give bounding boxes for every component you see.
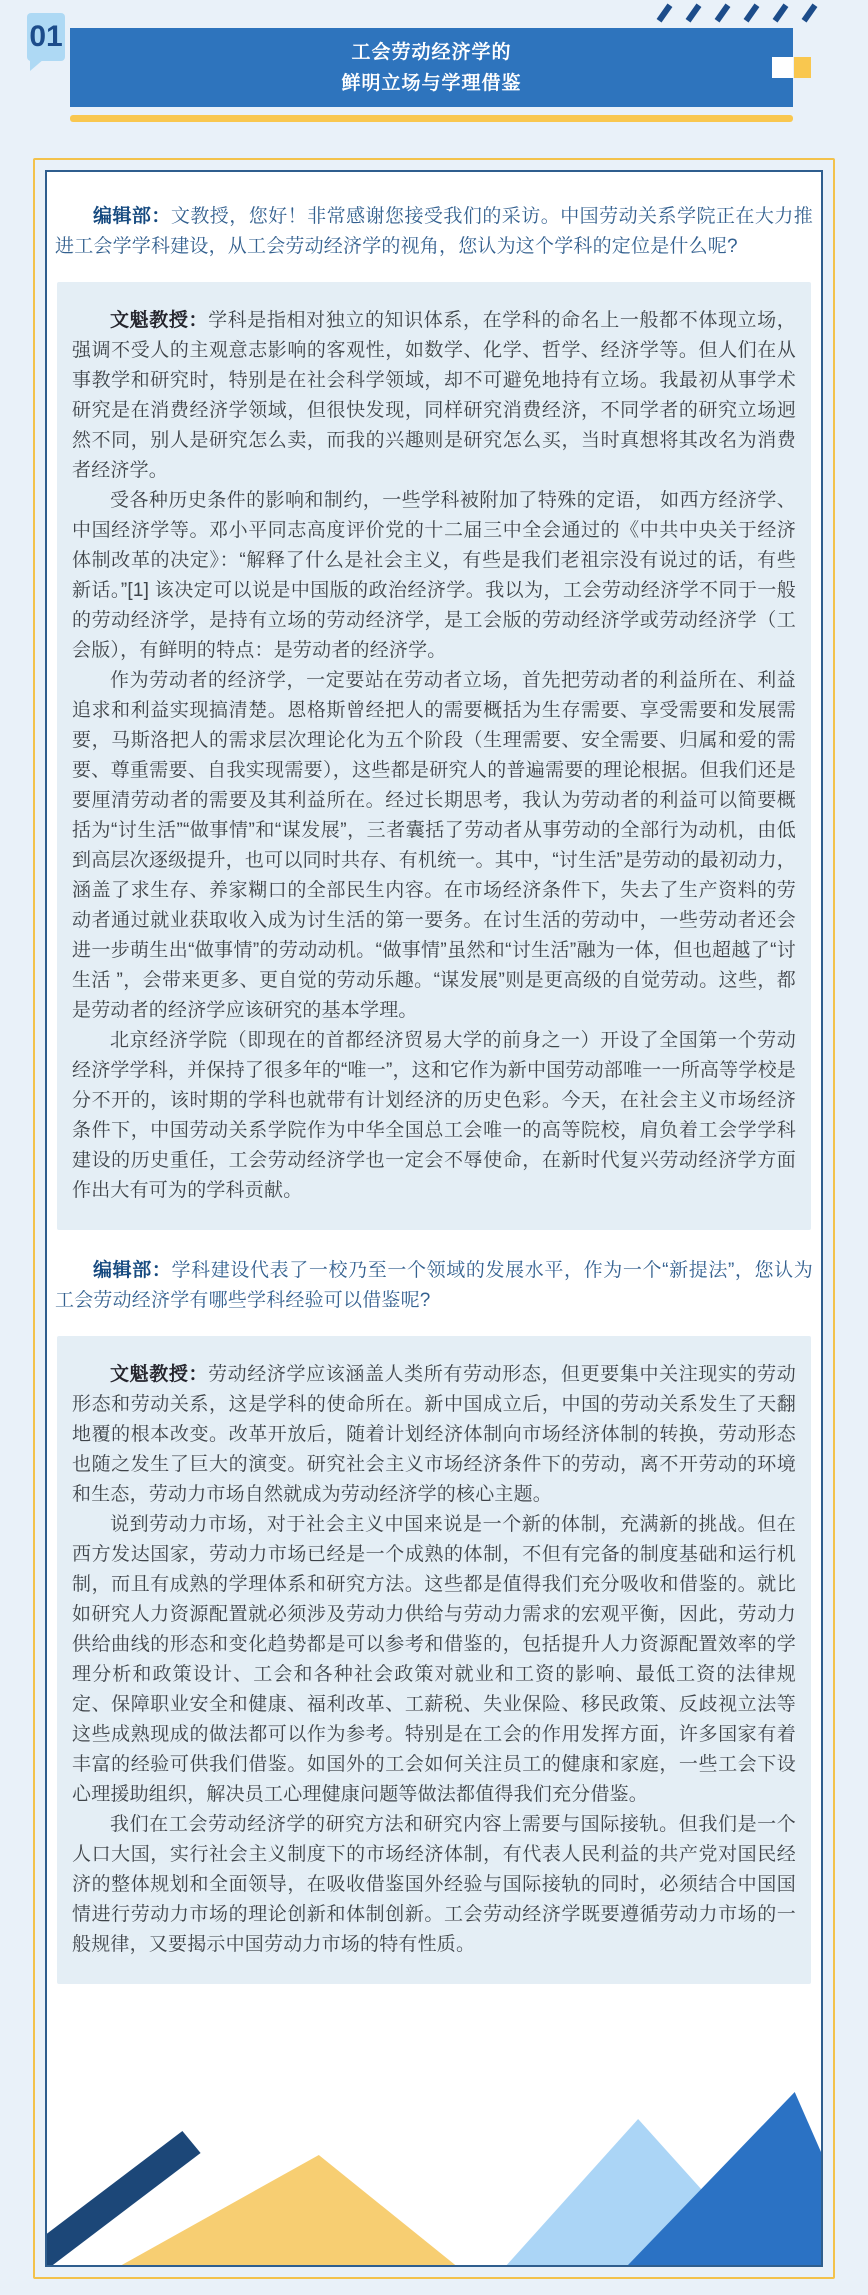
answer-2-paragraph: 我们在工会劳动经济学的研究方法和研究内容上需要与国际接轨。但我们是一个人口大国，实行社会主义制度下的市场经济体制，有代表人民利益的共产党对国民经济的整体规划和全面领导，在吸收借鉴国外经验与国际接轨的同时，必须结合中国国情进行劳动力市场的理论创新和体制创新。工会劳动经济学既要遵循劳动力市场的一般规律，又要揭示中国劳动力市场的特有性质。	[72, 1814, 796, 1955]
decor-yellow-square	[794, 57, 811, 78]
answer-1-paragraph: 受各种历史条件的影响和制约，一些学科被附加了特殊的定语， 如西方经济学、中国经济学等。邓小平同志高度评价党的十二届三中全会通过的《中共中央关于经济体制改革的决定》：“解释了什么是社会主义，有些是我们老祖宗没有说过的话，有些新话。”[1] 该决定可以说是中国版的政治经济学。我以为，工会劳动经济学不同于一般的劳动经济学，是持有立场的劳动经济学，是工会版的劳动经济学或劳动经济学（工会版），有鲜明的特点：是劳动者的经济学。	[72, 490, 796, 661]
question-2	[55, 1256, 813, 1316]
question-1	[55, 202, 813, 262]
page-title-line2: 鲜明立场与学理借鉴	[341, 72, 522, 94]
decor-slashes-icon	[655, 10, 819, 16]
editor-label: 编辑部：	[93, 206, 171, 227]
professor-label: 文魁教授：	[110, 1364, 209, 1385]
content-card	[45, 170, 823, 2267]
answer-1-block	[57, 282, 811, 1230]
answer-1-paragraph: 北京经济学院（即现在的首都经济贸易大学的前身之一）开设了全国第一个劳动经济学学科，并保持了很多年的“唯一”，这和它作为新中国劳动部唯一一所高等学校是分不开的，该时期的学科也就带有计划经济的历史色彩。今天，在社会主义市场经济条件下，中国劳动关系学院作为中华全国总工会唯一的高等院校，肩负着工会学学科建设的历史重任，工会劳动经济学也一定会不辱使命，在新时代复兴劳动经济学方面作出大有可为的学科贡献。	[72, 1030, 796, 1201]
mountains-svg	[47, 2067, 821, 2265]
section-number: 01	[29, 20, 63, 53]
question-2-text: 学科建设代表了一校乃至一个领域的发展水平，作为一个“新提法”，您认为工会劳动经济学有哪些学科经验可以借鉴呢?	[55, 1260, 813, 1311]
question-1-text: 文教授，您好！非常感谢您接受我们的采访。中国劳动关系学院正在大力推进工会学学科建设，从工会劳动经济学的视角，您认为这个学科的定位是什么呢?	[55, 206, 813, 257]
title-banner	[70, 28, 793, 107]
decor-yellow-underline	[70, 115, 793, 122]
footer-mountains-graphic	[47, 2010, 821, 2265]
page-title-line1: 工会劳动经济学的	[351, 41, 512, 63]
content-card-outer-border	[33, 158, 835, 2279]
article-header	[0, 0, 868, 158]
answer-2-block	[57, 1336, 811, 1984]
answer-2-paragraph: 文魁教授：劳动经济学应该涵盖人类所有劳动形态，但更要集中关注现实的劳动形态和劳动关系，这是学科的使命所在。新中国成立后，中国的劳动关系发生了天翻地覆的根本改变。改革开放后，随着计划经济体制向市场经济体制的转换，劳动形态也随之发生了巨大的演变。研究社会主义市场经济条件下的劳动，离不开劳动的环境和生态，劳动力市场自然就成为劳动经济学的核心主题。	[72, 1364, 796, 1505]
editor-label: 编辑部：	[93, 1260, 172, 1281]
answer-1-paragraph: 文魁教授：学科是指相对独立的知识体系，在学科的命名上一般都不体现立场，强调不受人的主观意志影响的客观性，如数学、化学、哲学、经济学等。但人们在从事教学和研究时，特别是在社会科学领域，却不可避免地持有立场。我最初从事学术研究是在消费经济学领域，但很快发现，同样研究消费经济，不同学者的研究立场迥然不同，别人是研究怎么卖，而我的兴趣则是研究怎么买，当时真想将其改名为消费者经济学。	[72, 310, 796, 481]
decor-white-square	[772, 57, 793, 78]
section-number-badge	[27, 13, 65, 61]
answer-1-paragraph: 作为劳动者的经济学，一定要站在劳动者立场，首先把劳动者的利益所在、利益追求和利益实现搞清楚。恩格斯曾经把人的需要概括为生存需要、享受需要和发展需要，马斯洛把人的需求层次理论化为五个阶段（生理需要、安全需要、归属和爱的需要、尊重需要、自我实现需要），这些都是研究人的普遍需要的理论根据。但我们还是要厘清劳动者的需要及其利益所在。经过长期思考，我认为劳动者的利益可以简要概括为“讨生活”“做事情”和“谋发展”，三者囊括了劳动者从事劳动的全部行为动机，由低到高层次逐级提升，也可以同时共存、有机统一。其中，“讨生活”是劳动的最初动力，涵盖了求生存、养家糊口的全部民生内容。在市场经济条件下，失去了生产资料的劳动者通过就业获取收入成为讨生活的第一要务。在讨生活的劳动中，一些劳动者还会进一步萌生出“做事情”的劳动动机。“做事情”虽然和“讨生活”融为一体，但也超越了“讨生活 ”，会带来更多、更自觉的劳动乐趣。“谋发展”则是更高级的自觉劳动。这些，都是劳动者的经济学应该研究的基本学理。	[72, 670, 796, 1021]
answer-2-paragraph: 说到劳动力市场，对于社会主义中国来说是一个新的体制，充满新的挑战。但在西方发达国家，劳动力市场已经是一个成熟的体制，不但有完备的制度基础和运行机制，而且有成熟的学理体系和研究方法。这些都是值得我们充分吸收和借鉴的。就比如研究人力资源配置就必须涉及劳动力供给与劳动力需求的宏观平衡，因此，劳动力供给曲线的形态和变化趋势都是可以参考和借鉴的，包括提升人力资源配置效率的学理分析和政策设计、工会和各种社会政策对就业和工资的影响、最低工资的法律规定、保障职业安全和健康、福利改革、工薪税、失业保险、移民政策、反歧视立法等这些成熟现成的做法都可以作为参考。特别是在工会的作用发挥方面，许多国家有着丰富的经验可供我们借鉴。如国外的工会如何关注员工的健康和家庭，一些工会下设心理援助组织，解决员工心理健康问题等做法都值得我们充分借鉴。	[72, 1514, 796, 1805]
professor-label: 文魁教授：	[110, 310, 209, 331]
